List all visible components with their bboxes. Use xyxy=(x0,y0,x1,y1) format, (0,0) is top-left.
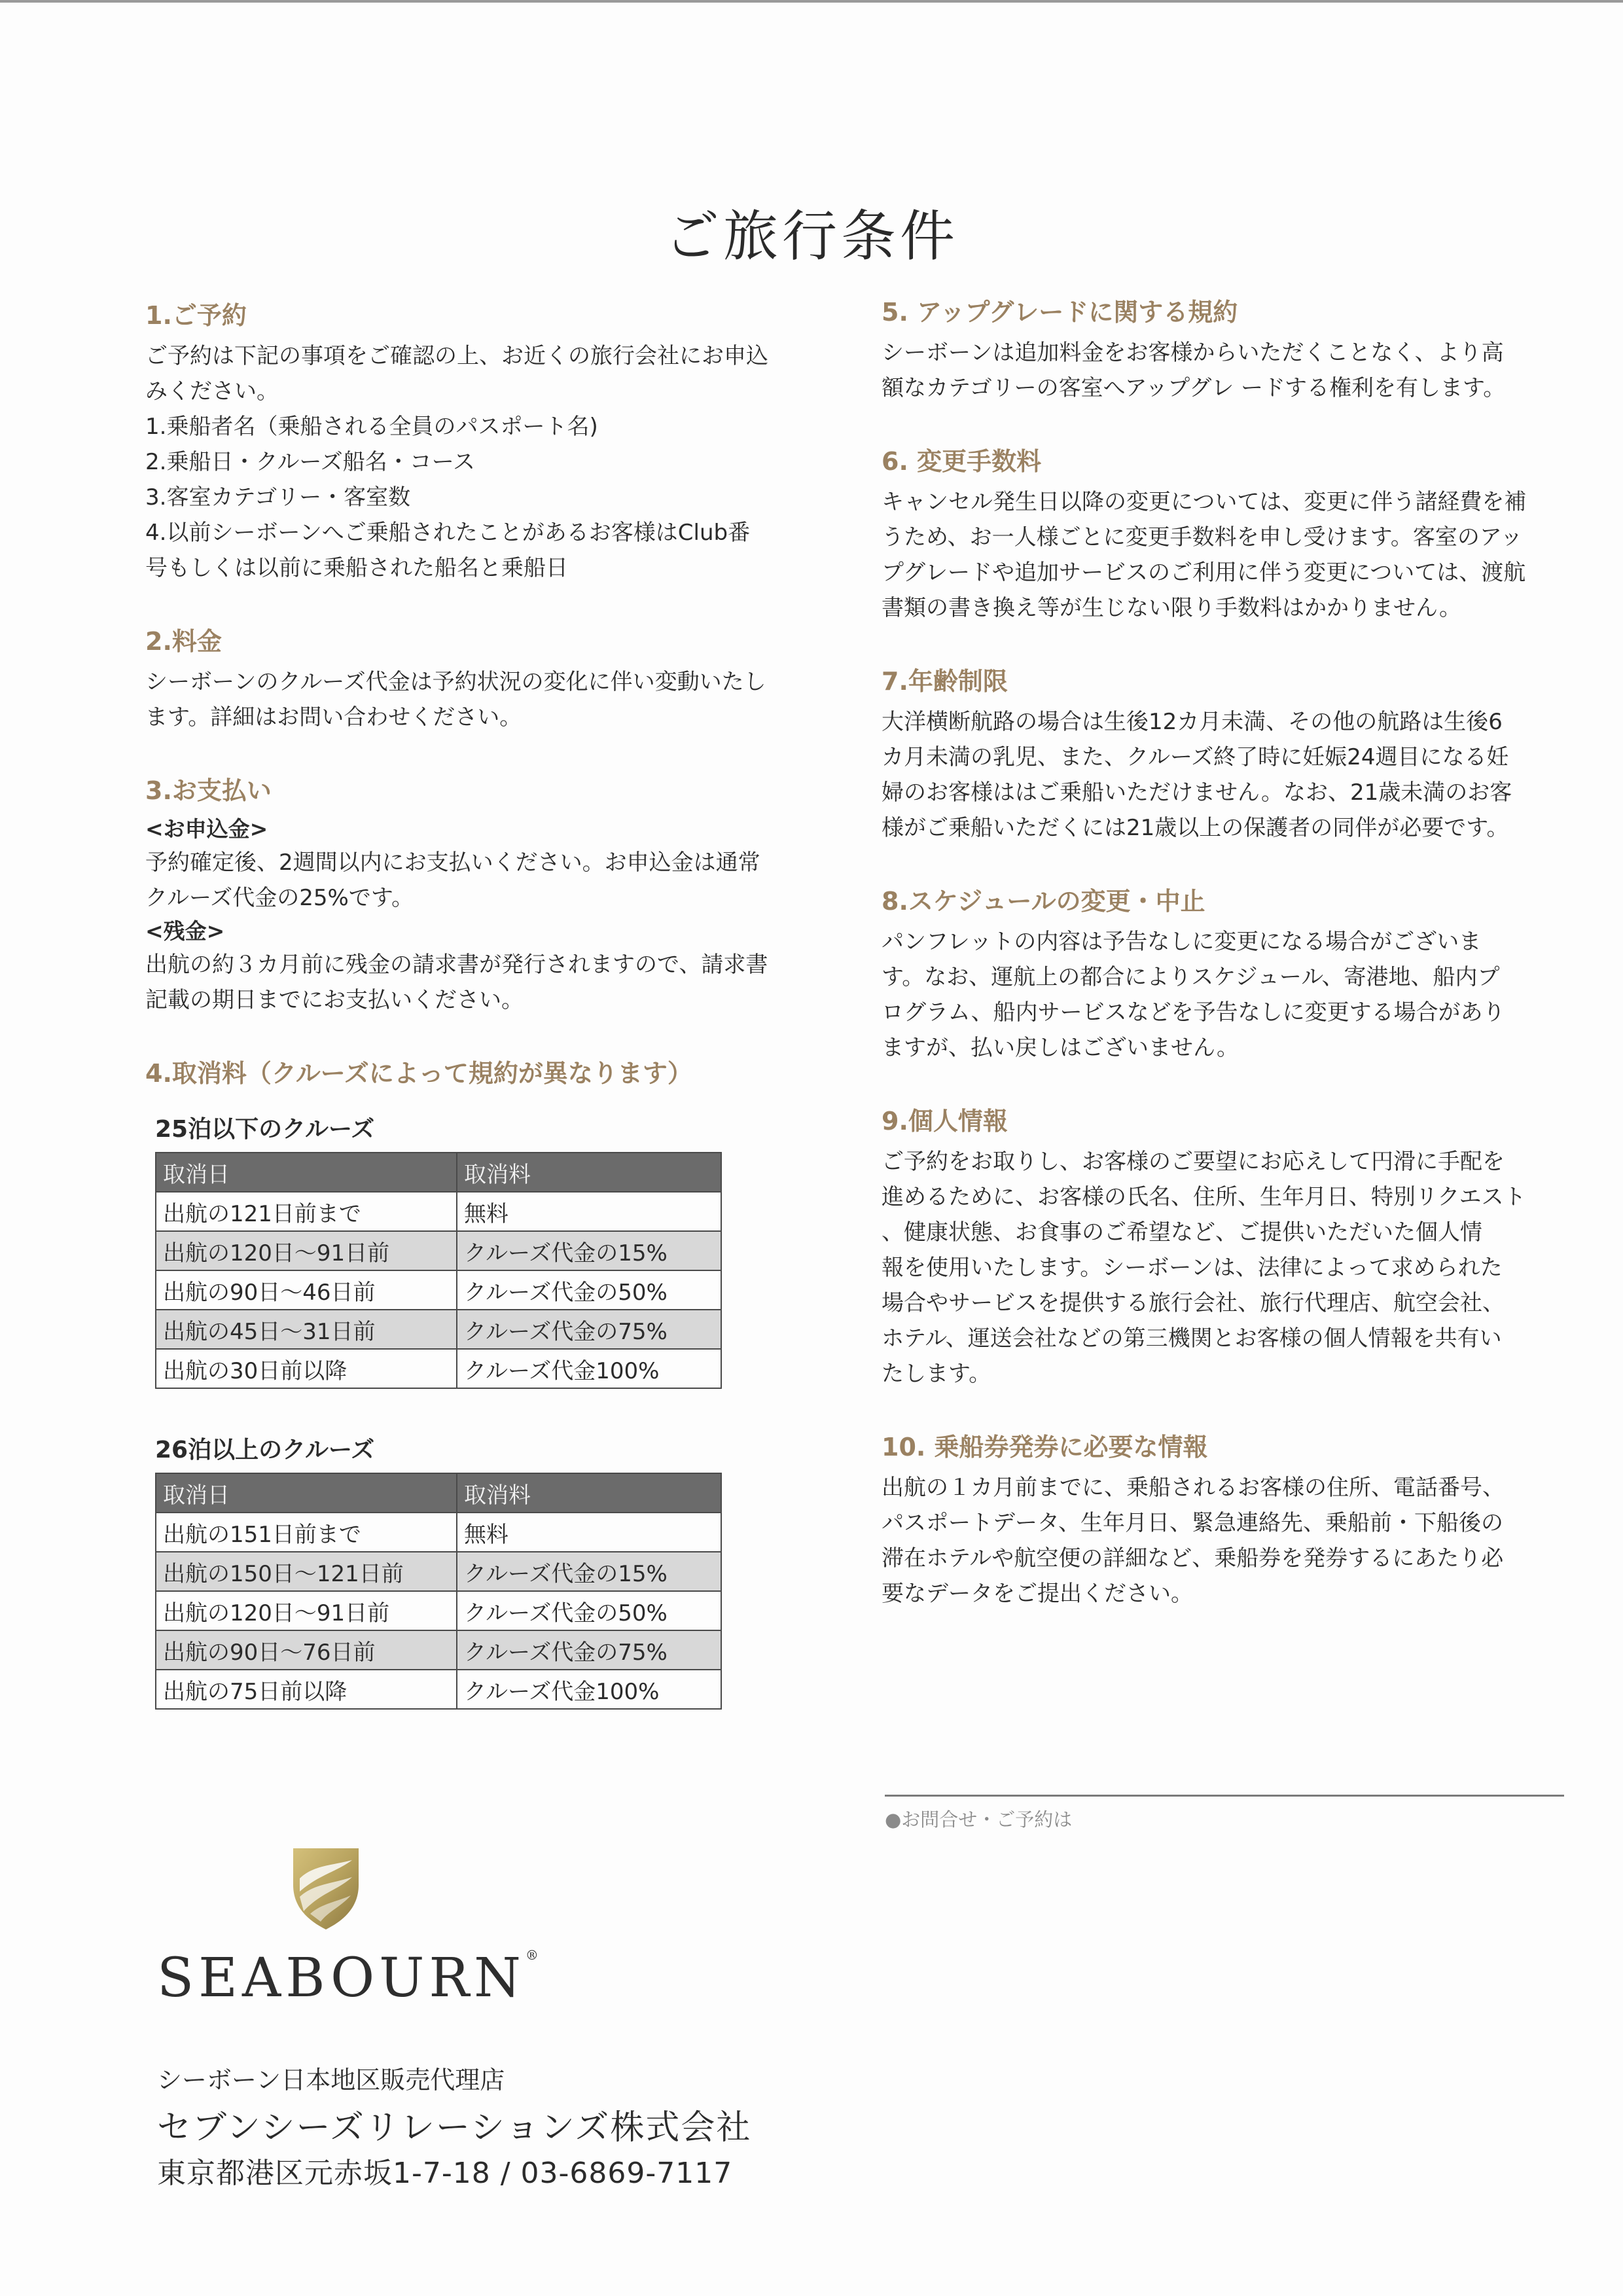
text-line: 要なデータをご提出ください。 xyxy=(882,1581,1193,1607)
text-line: 大洋横断航路の場合は生後12カ月未満、その他の航路は生後6 xyxy=(882,709,1503,735)
section-body xyxy=(882,1470,1562,1611)
text-line: パンフレットの内容は予告なしに変更になる場合がございま xyxy=(882,929,1482,955)
text-line: シーボーンは追加料金をお客様からいただくことなく、より高 xyxy=(882,340,1504,366)
agency-address: 東京都港区元赤坂1-7-18 / 03-6869-7117 xyxy=(157,2157,733,2190)
section-title: 1.ご予約 xyxy=(145,301,247,330)
text-line: 婦のお客様ははご乗船いただけません。なお、21歳未満のお客 xyxy=(882,780,1512,806)
table-row xyxy=(156,1630,721,1670)
section-fare xyxy=(145,624,806,735)
table-cell: クルーズ代金の15% xyxy=(457,1552,721,1591)
section-body xyxy=(882,484,1562,626)
table-cell: クルーズ代金の75% xyxy=(457,1630,721,1670)
column-header: 取消料 xyxy=(457,1473,721,1513)
section-age-limit xyxy=(882,664,1562,846)
table-cell: 出航の120日〜91日前 xyxy=(156,1231,457,1270)
section-title: 7.年齢制限 xyxy=(882,667,1008,696)
agency-name: セブンシーズリレーションズ株式会社 xyxy=(157,2108,752,2147)
text-line: キャンセル発生日以降の変更については、変更に伴う諸経費を補 xyxy=(882,489,1527,515)
text-line: 3.客室カテゴリー・客室数 xyxy=(145,484,411,511)
table-cell: クルーズ代金100% xyxy=(457,1670,721,1709)
section-title: 6. 変更手数料 xyxy=(882,447,1042,476)
text-line: 2.乗船日・クルーズ船名・コース xyxy=(145,449,476,475)
section-body xyxy=(882,924,1562,1066)
text-line: 出航の約３カ月前に残金の請求書が発行されますので、請求書 xyxy=(145,952,768,978)
text-line: ホテル、運送会社などの第三機関とお客様の個人情報を共有い xyxy=(882,1325,1502,1352)
table-row xyxy=(156,1231,721,1270)
section-payment xyxy=(145,773,806,1018)
text-line: 1.乗船者名（乗船される全員のパスポート名) xyxy=(145,414,598,440)
table-title: 26泊以上のクルーズ xyxy=(155,1437,375,1463)
column-header: 取消日 xyxy=(156,1473,457,1513)
text-line: 滞在ホテルや航空便の詳細など、乗船券を発券するにあたり必 xyxy=(882,1545,1504,1571)
balance-body xyxy=(145,947,806,1018)
fee-table xyxy=(155,1152,722,1389)
section-title: 3.お支払い xyxy=(145,776,272,805)
cancellation-table-long xyxy=(155,1433,722,1710)
section-title: 4.取消料（クルーズによって規約が異なります） xyxy=(145,1059,692,1088)
table-row xyxy=(156,1552,721,1591)
table-cell: 出航の45日〜31日前 xyxy=(156,1310,457,1349)
table-row xyxy=(156,1349,721,1388)
table-row xyxy=(156,1192,721,1231)
table-row xyxy=(156,1591,721,1630)
text-line: 額なカテゴリーの客室へアップグレ ードする権利を有します。 xyxy=(882,375,1506,401)
table-cell: 出航の30日前以降 xyxy=(156,1349,457,1388)
table-row xyxy=(156,1310,721,1349)
text-line: クルーズ代金の25%です。 xyxy=(145,885,414,911)
table-cell: 無料 xyxy=(457,1192,721,1231)
right-column xyxy=(882,295,1562,1649)
column-header: 取消料 xyxy=(457,1153,721,1192)
section-reservation xyxy=(145,298,806,586)
text-line: 号もしくは以前に乗船された船名と乗船日 xyxy=(145,555,568,581)
table-title: 25泊以下のクルーズ xyxy=(155,1116,375,1143)
top-rule xyxy=(0,0,1623,3)
deposit-body xyxy=(145,845,806,916)
section-schedule-change xyxy=(882,884,1562,1066)
text-line: 場合やサービスを提供する旅行会社、旅行代理店、航空会社、 xyxy=(882,1290,1505,1316)
section-body xyxy=(882,1144,1562,1391)
table-cell: 出航の151日前まで xyxy=(156,1513,457,1552)
agency-subtitle: シーボーン日本地区販売代理店 xyxy=(157,2066,505,2094)
page-title: ご旅行条件 xyxy=(664,204,959,269)
text-line: みください。 xyxy=(145,378,279,404)
text-line: 書類の書き換え等が生じない限り手数料はかかりません。 xyxy=(882,595,1462,621)
text-line: す。なお、運航上の都合によりスケジュール、寄港地、船内プ xyxy=(882,964,1500,990)
text-line: パスポートデータ、生年月日、緊急連絡先、乗船前・下船後の xyxy=(882,1510,1503,1536)
table-cell: 出航の75日前以降 xyxy=(156,1670,457,1709)
section-ticket-info xyxy=(882,1429,1562,1611)
section-upgrade xyxy=(882,295,1562,406)
deposit-heading: <お申込金> xyxy=(145,816,268,842)
text-line: ます。詳細はお問い合わせください。 xyxy=(145,704,522,730)
text-line: 、健康状態、お食事のご希望など、ご提供いただいた個人情 xyxy=(882,1219,1482,1246)
registered-mark: ® xyxy=(525,1947,539,1963)
seabourn-logo xyxy=(157,1947,539,2009)
section-privacy xyxy=(882,1103,1562,1391)
contact-divider xyxy=(885,1795,1564,1797)
text-line: 様がご乗船いただくには21歳以上の保護者の同伴が必要です。 xyxy=(882,815,1509,841)
fee-table xyxy=(155,1473,722,1710)
section-title: 9.個人情報 xyxy=(882,1107,1008,1136)
text-line: ますが、払い戻しはございません。 xyxy=(882,1035,1240,1061)
text-line: 報を使用いたします。シーボーンは、法律によって求められた xyxy=(882,1255,1503,1281)
balance-heading: <残金> xyxy=(145,918,225,944)
text-line: プグレードや追加サービスのご利用に伴う変更については、渡航 xyxy=(882,560,1526,586)
table-cell: クルーズ代金の50% xyxy=(457,1270,721,1310)
section-title: 5. アップグレードに関する規約 xyxy=(882,298,1238,327)
table-header-row xyxy=(156,1153,721,1192)
text-line: シーボーンのクルーズ代金は予約状況の変化に伴い変動いたし xyxy=(145,669,766,695)
cancellation-table-short xyxy=(155,1113,722,1389)
text-line: 記載の期日までにお支払いください。 xyxy=(145,987,524,1013)
contact-label: ●お問合せ・ご予約は xyxy=(885,1808,1073,1831)
table-cell: クルーズ代金100% xyxy=(457,1349,721,1388)
section-title: 2.料金 xyxy=(145,627,222,656)
text-line: 進めるために、お客様の氏名、住所、生年月日、特別リクエスト xyxy=(882,1184,1526,1210)
logo-wordmark: SEABOURN xyxy=(157,1947,526,2009)
section-body xyxy=(145,664,806,735)
table-cell: クルーズ代金の15% xyxy=(457,1231,721,1270)
table-cell: クルーズ代金の75% xyxy=(457,1310,721,1349)
section-body xyxy=(882,335,1562,406)
text-line: 出航の１カ月前までに、乗船されるお客様の住所、電話番号、 xyxy=(882,1475,1505,1501)
text-line: たします。 xyxy=(882,1361,991,1387)
text-line: 予約確定後、2週間以内にお支払いください。お申込金は通常 xyxy=(145,850,760,876)
text-line: ご予約は下記の事項をご確認の上、お近くの旅行会社にお申込 xyxy=(145,343,768,369)
table-row xyxy=(156,1270,721,1310)
table-cell: 出航の90日〜46日前 xyxy=(156,1270,457,1310)
seabourn-emblem-icon xyxy=(291,1846,361,1931)
table-row xyxy=(156,1513,721,1552)
section-title: 10. 乗船券発券に必要な情報 xyxy=(882,1433,1208,1462)
table-row xyxy=(156,1670,721,1709)
column-header: 取消日 xyxy=(156,1153,457,1192)
table-cell: クルーズ代金の50% xyxy=(457,1591,721,1630)
table-header-row xyxy=(156,1473,721,1513)
text-line: カ月未満の乳児、また、クルーズ終了時に妊娠24週目になる妊 xyxy=(882,744,1509,770)
section-body xyxy=(882,704,1562,846)
section-title: 8.スケジュールの変更・中止 xyxy=(882,887,1205,916)
text-line: 4.以前シーボーンへご乗船されたことがあるお客様はClub番 xyxy=(145,520,751,546)
text-line: ご予約をお取りし、お客様のご要望にお応えして円滑に手配を xyxy=(882,1149,1505,1175)
text-line: ログラム、船内サービスなどを予告なしに変更する場合があり xyxy=(882,999,1505,1026)
text-line: うため、お一人様ごとに変更手数料を申し受けます。客室のアッ xyxy=(882,524,1523,550)
section-change-fee xyxy=(882,444,1562,626)
table-cell: 無料 xyxy=(457,1513,721,1552)
table-cell: 出航の150日〜121日前 xyxy=(156,1552,457,1591)
table-cell: 出航の121日前まで xyxy=(156,1192,457,1231)
table-cell: 出航の120日〜91日前 xyxy=(156,1591,457,1630)
left-column xyxy=(145,298,806,1129)
section-body xyxy=(145,338,806,586)
section-cancellation xyxy=(145,1056,806,1091)
table-cell: 出航の90日〜76日前 xyxy=(156,1630,457,1670)
